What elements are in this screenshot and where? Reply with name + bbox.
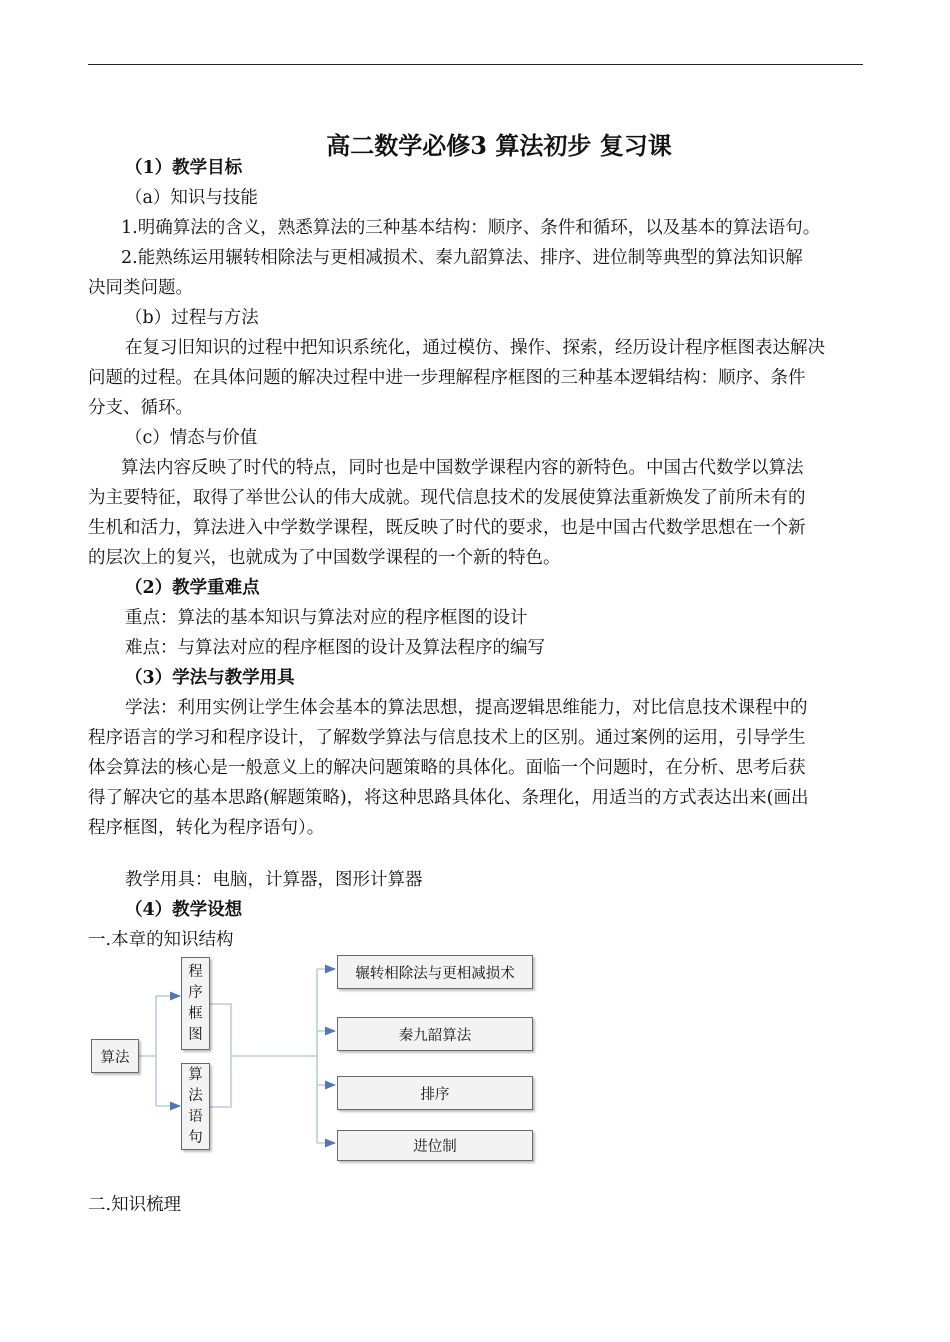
root-node-algorithm: 算法 [91, 1039, 139, 1073]
paragraph-knowledge-2-cont: 决同类问题。 [88, 278, 193, 298]
header-rule [88, 64, 863, 65]
knowledge-structure-heading: 一.本章的知识结构 [88, 930, 234, 950]
node-flowchart-char-2: 序 [188, 984, 203, 1001]
paragraph-methods-3: 体会算法的核心是一般意义上的解决问题策略的具体化。面临一个问题时，在分析、思考后获 [88, 758, 806, 778]
paragraph-knowledge-2: 2.能熟练运用辗转相除法与更相减损术、秦九韶算法、排序、进位制等典型的算法知识解 [121, 248, 803, 268]
node-flowchart-char-4: 图 [188, 1026, 203, 1043]
paragraph-values-3: 生机和活力，算法进入中学数学课程，既反映了时代的要求，也是中国古代数学思想在一个新 [88, 518, 806, 538]
heading-methods-tools: （3）学法与教学用具 [125, 668, 295, 688]
paragraph-process-2: 问题的过程。在具体问题的解决过程中进一步理解程序框图的三种基本逻辑结构：顺序、条件 [88, 368, 806, 388]
node-algorithm-statements [181, 1063, 210, 1150]
paragraph-values-2: 为主要特征，取得了举世公认的伟大成就。现代信息技术的发展使算法重新焕发了前所未有的 [88, 488, 806, 508]
paragraph-methods-4: 得了解决它的基本思路(解题策略)，将这种思路具体化、条理化，用适当的方式表达出来(画出 [88, 788, 809, 808]
node-statements-char-4: 句 [188, 1129, 203, 1146]
paragraph-process-3: 分支、循环。 [88, 398, 193, 418]
leaf-euclid-subtraction: 辗转相除法与更相减损术 [337, 955, 533, 989]
paragraph-methods-2: 程序语言的学习和程序设计，了解数学算法与信息技术上的区别。通过案例的运用，引导学生 [88, 728, 806, 748]
node-statements-char-1: 算 [188, 1066, 203, 1083]
leaf-number-base: 进位制 [337, 1130, 533, 1161]
node-statements-char-2: 法 [188, 1087, 203, 1104]
leaf-sorting: 排序 [337, 1076, 533, 1110]
heading-key-points: （2）教学重难点 [125, 578, 260, 598]
teaching-tools: 教学用具：电脑，计算器，图形计算器 [125, 870, 423, 890]
paragraph-methods-1: 学法：利用实例让学生体会基本的算法思想，提高逻辑思维能力，对比信息技术课程中的 [125, 698, 808, 718]
key-point: 重点：算法的基本知识与算法对应的程序框图的设计 [125, 608, 528, 628]
knowledge-structure-diagram [88, 955, 548, 1165]
paragraph-values-1: 算法内容反映了时代的特点，同时也是中国数学课程内容的新特色。中国古代数学以算法 [121, 458, 804, 478]
heading-teaching-goals: （1）教学目标 [125, 158, 243, 178]
knowledge-review-heading: 二.知识梳理 [88, 1195, 182, 1215]
node-flowchart [181, 957, 210, 1050]
subheading-knowledge: （a）知识与技能 [125, 188, 258, 208]
paragraph-knowledge-1: 1.明确算法的含义，熟悉算法的三种基本结构：顺序、条件和循环，以及基本的算法语句。 [121, 218, 821, 238]
leaf-qin-jiushao: 秦九韶算法 [337, 1017, 533, 1051]
node-statements-char-3: 语 [188, 1108, 203, 1125]
page-title: 高二数学必修3 算法初步 复习课 [326, 131, 672, 160]
node-flowchart-char-3: 框 [188, 1005, 203, 1022]
node-flowchart-char-1: 程 [188, 963, 203, 980]
subheading-process: （b）过程与方法 [125, 308, 259, 328]
paragraph-process-1: 在复习旧知识的过程中把知识系统化，通过模仿、操作、探索，经历设计程序框图表达解决 [125, 338, 825, 358]
paragraph-values-4: 的层次上的复兴，也就成为了中国数学课程的一个新的特色。 [88, 548, 561, 568]
paragraph-methods-5: 程序框图，转化为程序语句）。 [88, 818, 325, 838]
difficult-point: 难点：与算法对应的程序框图的设计及算法程序的编写 [125, 638, 545, 658]
subheading-values: （c）情态与价值 [125, 428, 258, 448]
heading-teaching-design: （4）教学设想 [125, 900, 243, 920]
